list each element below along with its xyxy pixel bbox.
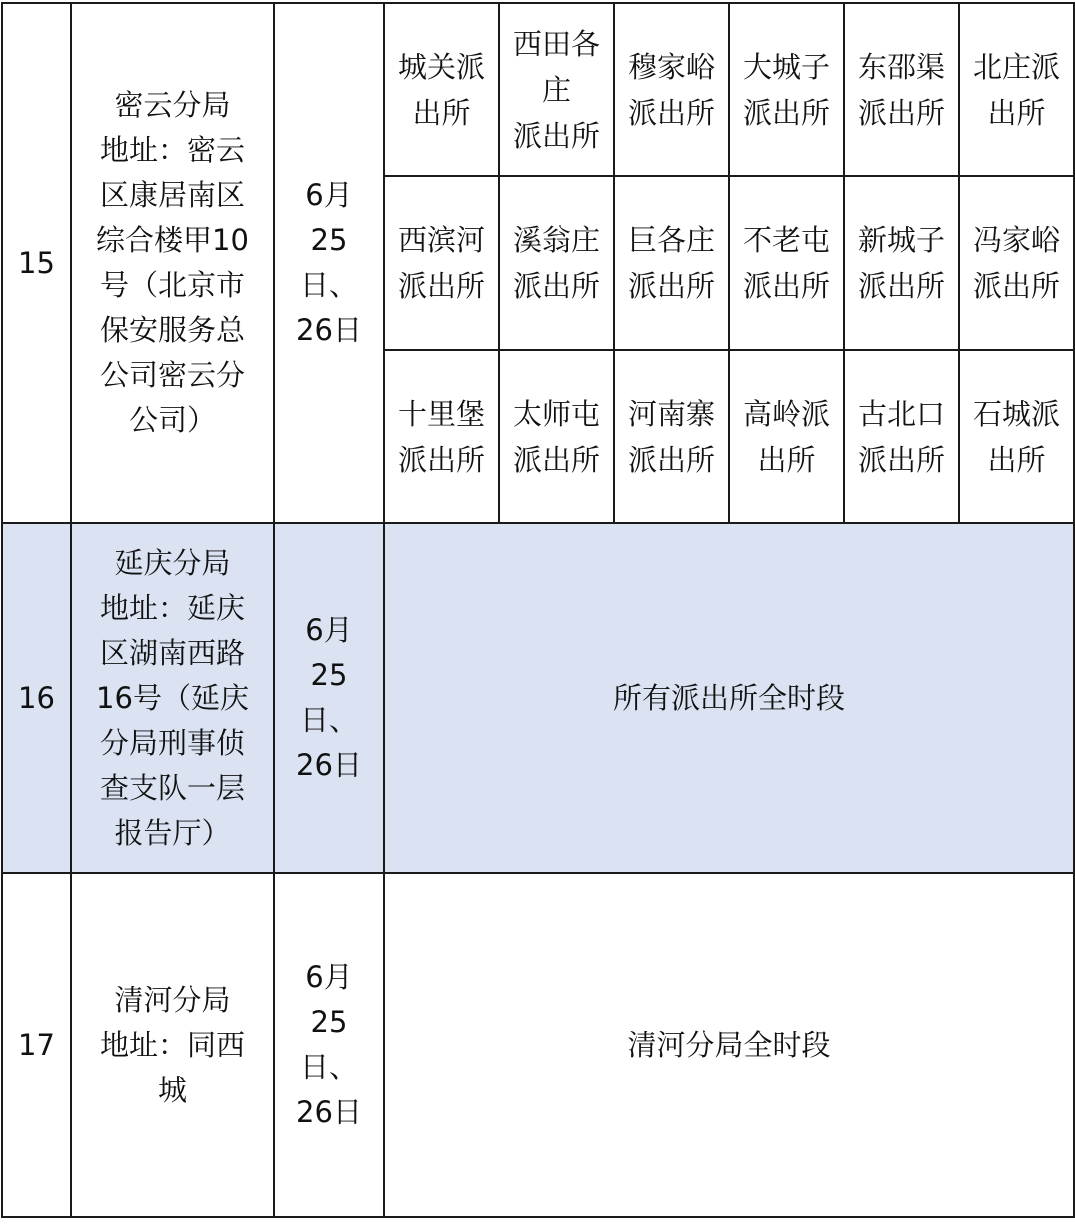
branch-address: 密云分局 地址：密云区康居南区综合楼甲10号（北京市保安服务总公司密云分公司）: [71, 3, 274, 523]
table-row: [2, 523, 1074, 873]
date-cell: 6月25日、26日: [274, 873, 384, 1217]
station-cell: 溪翁庄 派出所: [499, 176, 614, 350]
table-row: [2, 873, 1074, 1217]
station-cell: 古北口 派出所: [844, 350, 959, 523]
station-cell: 北庄派出所: [959, 3, 1074, 176]
station-cell: 石城派出所: [959, 350, 1074, 523]
schedule-table: [1, 2, 1075, 1218]
station-cell: 巨各庄 派出所: [614, 176, 729, 350]
row-number: 16: [2, 523, 71, 873]
station-cell: 高岭派出所: [729, 350, 844, 523]
station-cell: 大城子 派出所: [729, 3, 844, 176]
branch-address: 清河分局 地址：同西城: [71, 873, 274, 1217]
row-number: 15: [2, 3, 71, 523]
date-cell: 6月25日、26日: [274, 3, 384, 523]
branch-address: 延庆分局 地址：延庆区湖南西路16号（延庆分局刑事侦查支队一层报告厅）: [71, 523, 274, 873]
row-number: 17: [2, 873, 71, 1217]
scope-cell: 清河分局全时段: [384, 873, 1074, 1217]
station-cell: 河南寨 派出所: [614, 350, 729, 523]
station-cell: 冯家峪 派出所: [959, 176, 1074, 350]
station-cell: 西田各庄 派出所: [499, 3, 614, 176]
station-cell: 新城子 派出所: [844, 176, 959, 350]
station-cell: 城关派出所: [384, 3, 499, 176]
station-cell: 不老屯 派出所: [729, 176, 844, 350]
scope-cell: 所有派出所全时段: [384, 523, 1074, 873]
station-cell: 东邵渠 派出所: [844, 3, 959, 176]
station-cell: 穆家峪 派出所: [614, 3, 729, 176]
station-cell: 西滨河 派出所: [384, 176, 499, 350]
station-cell: 十里堡 派出所: [384, 350, 499, 523]
table-row: [2, 3, 1074, 176]
station-cell: 太师屯 派出所: [499, 350, 614, 523]
date-cell: 6月25日、26日: [274, 523, 384, 873]
